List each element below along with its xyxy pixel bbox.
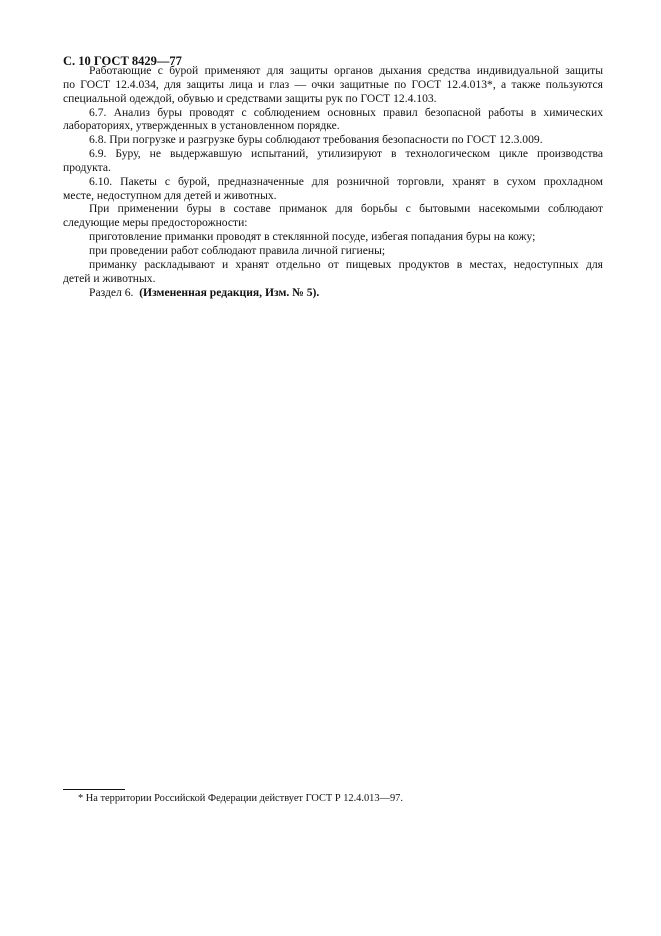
text-line: 6.9. Буру, не выдержавшую испытаний, утилизируют в технологическом цикле производства bbox=[89, 147, 603, 161]
text-line: Работающие с бурой применяют для защиты органов дыхания средства индивидуальной защиты bbox=[89, 64, 603, 77]
text-line: детей и животных. bbox=[63, 271, 156, 285]
text-line: приготовление приманки проводят в стеклянной посуде, избегая попадания буры на кожу; bbox=[89, 230, 536, 244]
text-line: месте, недоступном для детей и животных. bbox=[63, 188, 277, 202]
page-header: С. 10 ГОСТ 8429—77 bbox=[63, 54, 182, 68]
footnote: * На территории Российской Федерации действует ГОСТ Р 12.4.013—97. bbox=[78, 793, 403, 804]
text-line: лабораториях, утвержденных в установленном порядке. bbox=[63, 119, 340, 133]
text-line: 6.8. При погрузке и разгрузке буры соблюдают требования безопасности по ГОСТ 12.3.009. bbox=[89, 133, 543, 147]
text-line: специальной одеждой, обувью и средствами защиты рук по ГОСТ 12.4.103. bbox=[63, 91, 437, 105]
section-amendment-note bbox=[63, 286, 603, 300]
section-label: Раздел 6. bbox=[89, 285, 134, 299]
document-body bbox=[63, 64, 603, 299]
text-line: по ГОСТ 12.4.034, для защиты лица и глаз — очки защитные по ГОСТ 12.4.013*, а также пользуются bbox=[63, 77, 603, 91]
text-line: продукта. bbox=[63, 160, 111, 174]
text-line: при проведении работ соблюдают правила личной гигиены; bbox=[89, 243, 386, 257]
text-line: 6.7. Анализ буры проводят с соблюдением основных правил безопасной работы в химических bbox=[89, 105, 603, 119]
text-line: приманку раскладывают и хранят отдельно от пищевых продуктов в местах, недоступных для bbox=[89, 257, 603, 271]
body-lines bbox=[63, 64, 603, 286]
text-line: следующие меры предосторожности: bbox=[63, 216, 248, 230]
amendment-text: (Измененная редакция, Изм. № 5). bbox=[139, 285, 320, 299]
footnote-rule bbox=[63, 789, 125, 790]
text-line: При применении буры в составе приманок для борьбы с бытовыми насекомыми соблюдают bbox=[89, 202, 603, 216]
text-line: 6.10. Пакеты с бурой, предназначенные для розничной торговли, хранят в сухом прохладном bbox=[89, 174, 603, 188]
